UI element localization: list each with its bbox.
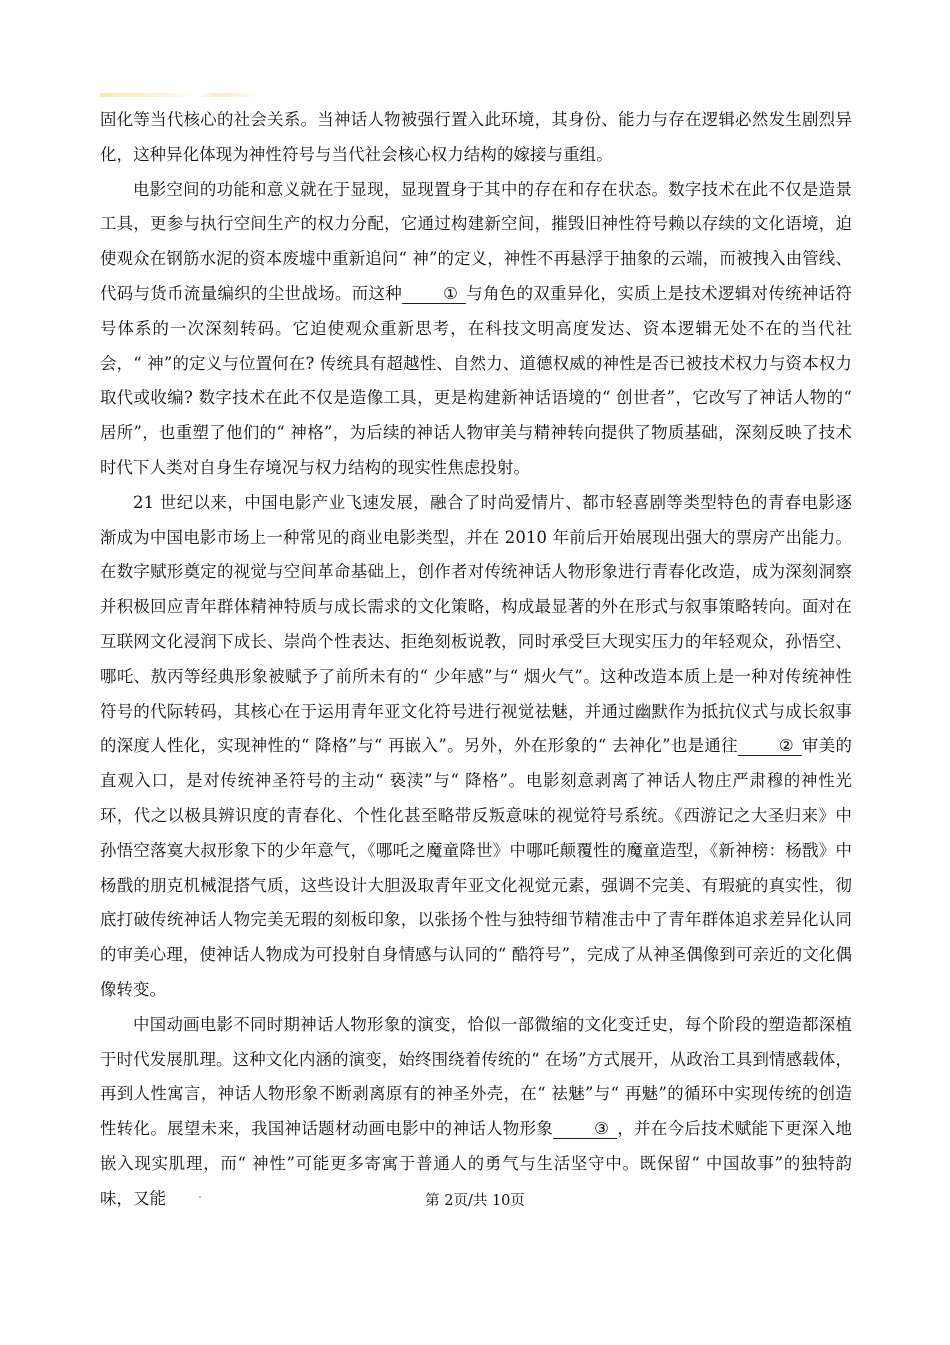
answer-blank: ③	[553, 1120, 617, 1139]
paragraph-text: ，并在今后技术赋能下更深入地嵌入现实肌理，而“ 神性”可能更多寄寓于普通人的勇气与生活坚守中。既保留“ 中国故事”的独特韵味，又能	[100, 1119, 852, 1208]
paragraph-text: 与角色的双重异化，实质上是技术逻辑对传统神话符号体系的一次深刻转码。它迫使观众重新思考，在科技文明高度发达、资本逻辑无处不在的当代社会，“ 神”的定义与位置何在? 传统具有超越性、自然力、道德权威的神性是否已被技术权力与资本权力取代或收编? 数字技术在此不仅是造像工具，更是构建新神话语境的“ 创世者”，它改写了神话人物的“ 居所”，也重塑了他们的“ 神格”，为后续的神话人物审美与精神转向提供了物质基础，深刻反映了技术时代下人类对自身生存境况与权力结构的现实性焦虑投射。	[100, 283, 852, 477]
paragraph-text: 中国动画电影不同时期神话人物形象的演变，恰似一部微缩的文化变迁史，每个阶段的塑造都深植于时代发展肌理。这种文化内涵的演变，始终围绕着传统的“ 在场”方式展开，从政治工具到情感载体，再到人性寓言，神话人物形象不断剥离原有的神圣外壳，在“ 祛魅”与“ 再魅”的循环中实现传统的创造性转化。展望未来，我国神话题材动画电影中的神话人物形象	[100, 1014, 852, 1139]
paragraph-text: 21 世纪以来，中国电影产业飞速发展，融合了时尚爱情片、都市轻喜剧等类型特色的青春电影逐渐成为中国电影市场上一种常见的商业电影类型，并在 2010 年前后开始展现出强大的票房产出能力。在数字赋形奠定的视觉与空间革命基础上，创作者对传统神话人物形象进行青春化改造，成为深刻洞察并积极回应青年群体精神特质与成长需求的文化策略，构成最显著的外在形式与叙事策略转向。面对在互联网文化浸润下成长、崇尚个性表达、拒绝刻板说教，同时承受巨大现实压力的年轻观众，孙悟空、哪吒、敖丙等经典形象被赋予了前所未有的“ 少年感”与“ 烟火气”。这种改造本质上是一种对传统神性符号的代际转码，其核心在于运用青年亚文化符号进行视觉祛魅，并通过幽默作为抵抗仪式与成长叙事的深度人性化，实现神性的“ 降格”与“ 再嵌入”。另外，外在形象的“ 去神化”也是通往	[100, 492, 852, 756]
header-watermark-strip	[100, 93, 260, 97]
paragraph-text: 电影空间的功能和意义就在于显现，显现置身于其中的存在和存在状态。数字技术在此不仅是造景工具，更参与执行空间生产的权力分配，它通过构建新空间，摧毁旧神性符号赖以存续的文化语境，迫使观众在钢筋水泥的资本废墟中重新追问“ 神”的定义，神性不再悬浮于抽象的云端，而被拽入由管线、代码与货币流量编织的尘世战场。而这种	[100, 179, 852, 303]
paragraph-text: 固化等当代核心的社会关系。当神话人物被强行置入此环境，其身份、能力与存在逻辑必然发生剧烈异化，这种异化体现为神性符号与当代社会核心权力结构的嫁接与重组。	[100, 110, 852, 164]
page-number: 第 2页/共 10页	[425, 1193, 525, 1209]
answer-blank: ②	[738, 737, 802, 756]
paragraph-1	[100, 103, 852, 173]
answer-blank: ①	[402, 285, 466, 304]
paragraph-2	[100, 173, 852, 486]
paragraph-3	[100, 486, 852, 1008]
paragraph-4	[100, 1008, 852, 1217]
paragraph-text: 审美的直观入口，是对传统神圣符号的主动“ 亵渎”与“ 降格”。电影刻意剥离了神话人物庄严肃穆的神性光环，代之以极具辨识度的青春化、个性化甚至略带反叛意味的视觉符号系统。《西游记之大圣归来》中孙悟空落寞大叔形象下的少年意气，《哪吒之魔童降世》中哪吒颠覆性的魔童造型，《新神榜：杨戬》中杨戬的朋克机械混搭气质，这些设计大胆汲取青年亚文化视觉元素，强调不完美、有瑕疵的真实性，彻底打破传统神话人物完美无瑕的刻板印象，以张扬个性与独特细节精准击中了青年群体追求差异化认同的审美心理，使神话人物成为可投射自身情感与认同的“ 酷符号”，完成了从神圣偶像到可亲近的文化偶像转变。	[100, 736, 853, 999]
document-body	[100, 103, 852, 1217]
